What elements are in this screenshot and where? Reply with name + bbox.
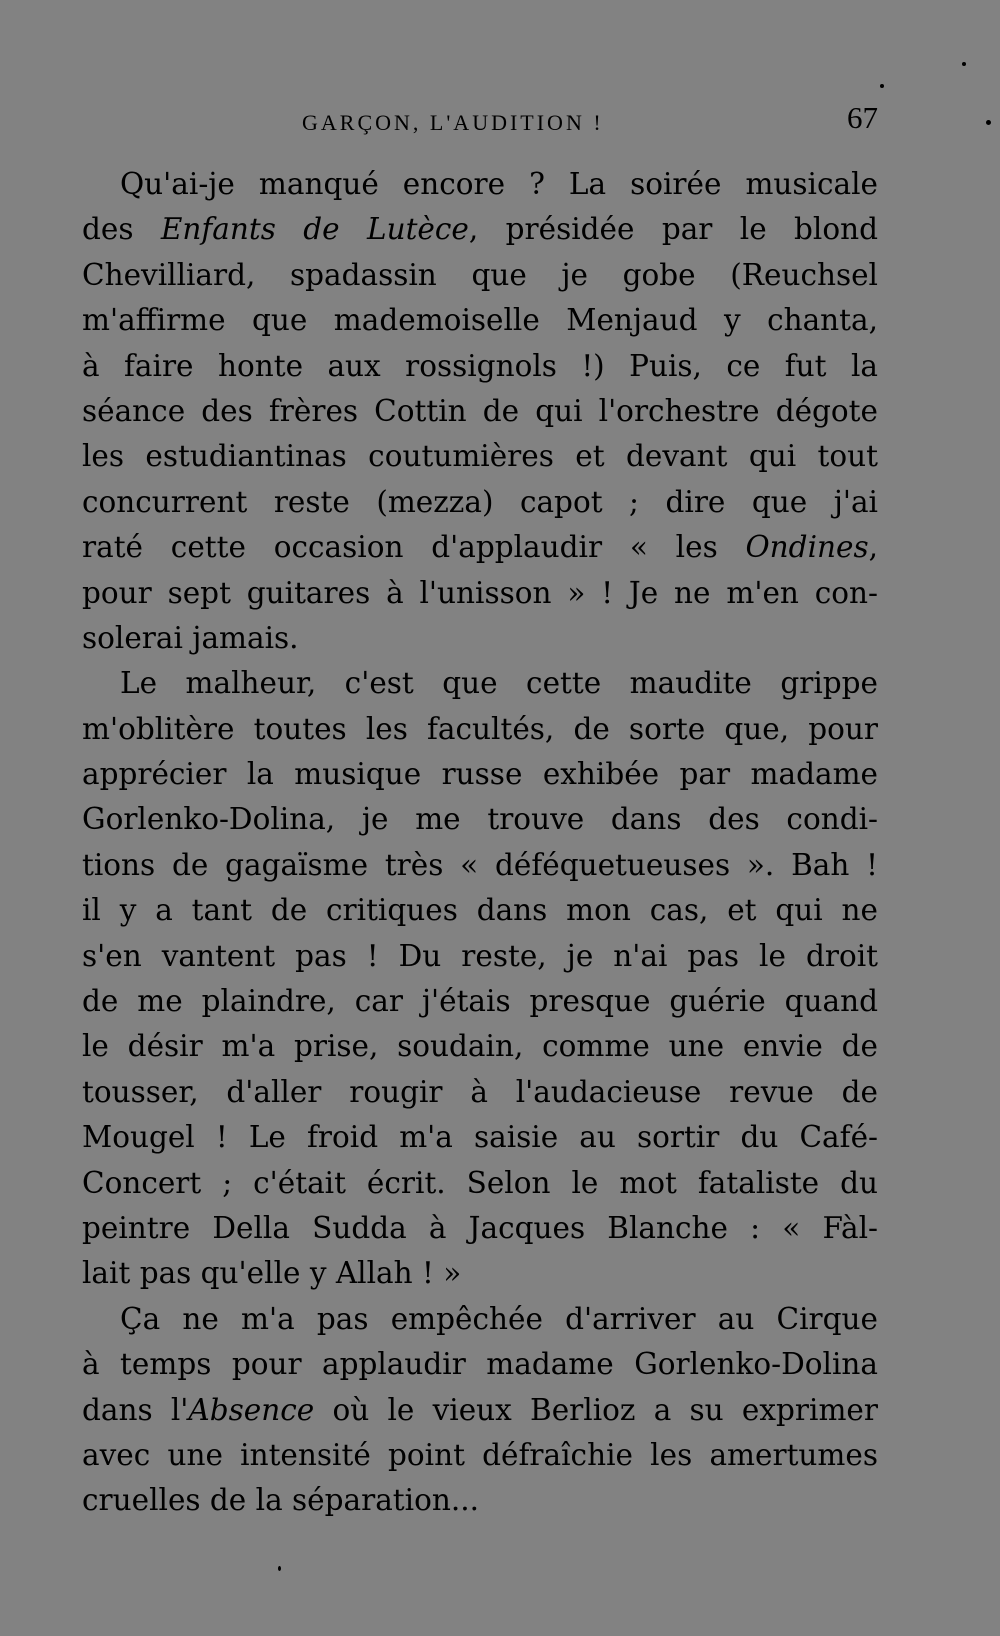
text-segment: à temps pour applaudir madame Gorlenko-Dolina <box>82 1347 878 1382</box>
text-line <box>82 525 878 570</box>
text-line <box>82 207 878 252</box>
text-segment: tousser, d'aller rougir à l'audacieuse revue de <box>82 1074 878 1109</box>
text-line <box>82 979 878 1024</box>
scan-speck <box>880 84 884 88</box>
text-line <box>82 571 878 616</box>
text-segment: à faire honte aux rossignols !) Puis, ce fut la <box>82 348 878 383</box>
body-text <box>82 162 878 1524</box>
running-title: GARÇON, L'AUDITION ! <box>302 110 604 135</box>
text-segment: Le malheur, c'est que cette maudite grippe <box>120 666 878 701</box>
text-segment: pour sept guitares à l'unisson » ! Je ne m'en con- <box>82 575 878 610</box>
text-segment: raté cette occasion d'applaudir « les <box>82 530 746 565</box>
text-segment: de me plaindre, car j'étais presque guérie quand <box>82 984 878 1019</box>
text-line <box>82 1206 878 1251</box>
text-line <box>82 707 878 752</box>
text-segment: s'en vantent pas ! Du reste, je n'ai pas le droit <box>82 938 878 973</box>
text-segment: , présidée par le blond <box>468 212 878 247</box>
page-number: 67 <box>847 100 878 135</box>
scan-speck <box>278 1566 281 1571</box>
text-segment: cruelles de la séparation... <box>82 1483 479 1518</box>
scan-speck <box>986 120 991 125</box>
text-line <box>82 1342 878 1387</box>
text-line <box>82 1115 878 1160</box>
text-line <box>82 434 878 479</box>
text-segment: des <box>82 212 161 247</box>
text-line <box>82 1070 878 1115</box>
text-line <box>82 1388 878 1433</box>
text-segment: Mougel ! Le froid m'a saisie au sortir du Café- <box>82 1120 878 1155</box>
text-segment: Chevilliard, spadassin que je gobe (Reuchsel <box>82 257 878 292</box>
text-line <box>82 843 878 888</box>
text-segment: m'affirme que mademoiselle Menjaud y chanta, <box>82 303 878 338</box>
text-line <box>82 661 878 706</box>
text-segment: séance des frères Cottin de qui l'orchestre dégote <box>82 393 878 428</box>
text-line <box>82 1433 878 1478</box>
text-segment: avec une intensité point défraîchie les amertumes <box>82 1437 878 1472</box>
text-segment: Concert ; c'était écrit. Selon le mot fataliste du <box>82 1165 878 1200</box>
text-line <box>82 1251 878 1296</box>
text-segment: peintre Della Sudda à Jacques Blanche : « Fàl- <box>82 1210 878 1245</box>
text-segment: Gorlenko-Dolina, je me trouve dans des condi- <box>82 802 878 837</box>
text-segment: concurrent reste (mezza) capot ; dire que j'ai <box>82 484 878 519</box>
italic-title: Absence <box>188 1392 315 1427</box>
text-line <box>82 1161 878 1206</box>
text-line <box>82 344 878 389</box>
text-line <box>82 253 878 298</box>
text-line <box>82 480 878 525</box>
text-segment: les estudiantinas coutumières et devant qui tout <box>82 439 878 474</box>
text-line <box>82 298 878 343</box>
text-line <box>82 1297 878 1342</box>
italic-title: Enfants de Lutèce <box>160 212 469 247</box>
text-segment: le désir m'a prise, soudain, comme une envie de <box>82 1029 878 1064</box>
page-header <box>82 96 878 144</box>
text-segment: où le vieux Berlioz a su exprimer <box>314 1392 878 1427</box>
text-segment: Ça ne m'a pas empêchée d'arriver au Cirque <box>120 1301 878 1336</box>
text-line <box>82 888 878 933</box>
text-segment: tions de gagaïsme très « déféquetueuses ». Bah ! <box>82 847 878 882</box>
text-line <box>82 1478 878 1523</box>
scan-speck <box>962 62 966 66</box>
text-line <box>82 752 878 797</box>
text-segment: dans l' <box>82 1392 189 1427</box>
text-segment: , <box>868 530 878 565</box>
text-line <box>82 616 878 661</box>
text-segment: apprécier la musique russe exhibée par madame <box>82 757 878 792</box>
text-line <box>82 162 878 207</box>
italic-title: Ondines <box>745 530 869 565</box>
text-segment: il y a tant de critiques dans mon cas, et qui ne <box>82 893 878 928</box>
text-line <box>82 797 878 842</box>
text-segment: lait pas qu'elle y Allah ! » <box>82 1256 462 1291</box>
text-line <box>82 934 878 979</box>
text-segment: solerai jamais. <box>82 620 299 655</box>
text-line <box>82 1024 878 1069</box>
text-segment: m'oblitère toutes les facultés, de sorte que, pour <box>82 711 878 746</box>
text-segment: Qu'ai-je manqué encore ? La soirée musicale <box>120 167 878 201</box>
text-line <box>82 389 878 434</box>
